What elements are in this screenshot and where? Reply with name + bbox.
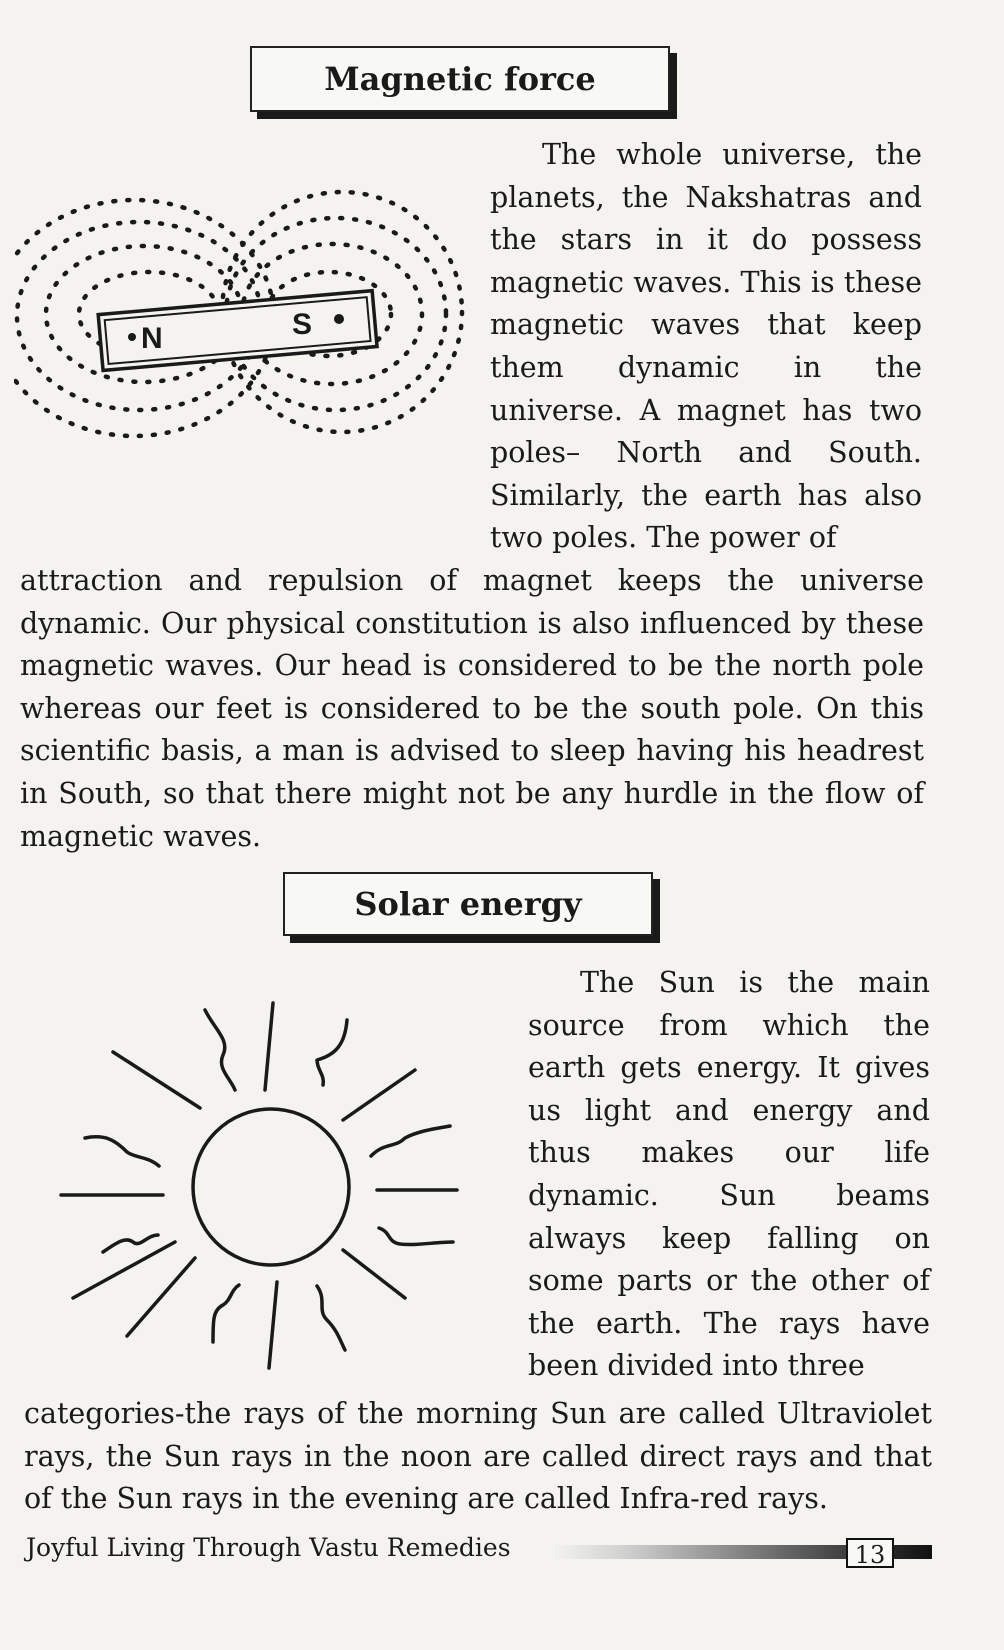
solar-energy-paragraph-full: categories-the rays of the morning Sun are called Ultraviolet rays, the Sun rays in the noon are called direct rays and that of the Sun rays in the evening are called Infra-red rays. bbox=[24, 1397, 932, 1516]
sun-illustration bbox=[55, 990, 485, 1380]
magnetic-force-paragraph-full: attraction and repulsion of magnet keeps the universe dynamic. Our physical constitution is also influenced by these magnetic waves. Our head is considered to be the north pole whereas our feet is considered to be the south pole. On this scientific basis, a man is advised to sleep having his headrest in South, so that there might not be any hurdle in the flow of magnetic waves. bbox=[20, 564, 924, 853]
magnet-north-label: N bbox=[141, 322, 163, 355]
solar-energy-paragraph-wrapped: The Sun is the main source from which the earth gets energy. It gives us light and energy and thus makes our life dynamic. Sun beams always keep falling on some parts or the other of the earth. The rays have been divided into three bbox=[528, 966, 930, 1383]
page-number: 13 bbox=[846, 1538, 894, 1568]
sun-disc bbox=[193, 1109, 349, 1265]
magnet-field-illustration bbox=[14, 184, 474, 484]
heading-magnetic-force: Magnetic force bbox=[250, 46, 670, 112]
magnetic-force-paragraph-wrapped: The whole universe, the planets, the Nakshatras and the stars in it do possess magnetic waves. This is these magnetic waves that keep them dynamic in the universe. A magnet has two poles– North and South. Similarly, the earth has also two poles. The power of bbox=[490, 138, 922, 555]
heading-solar-energy: Solar energy bbox=[283, 872, 653, 936]
footer-book-title: Joyful Living Through Vastu Remedies bbox=[26, 1533, 511, 1562]
magnet-south-label: S bbox=[292, 308, 313, 341]
